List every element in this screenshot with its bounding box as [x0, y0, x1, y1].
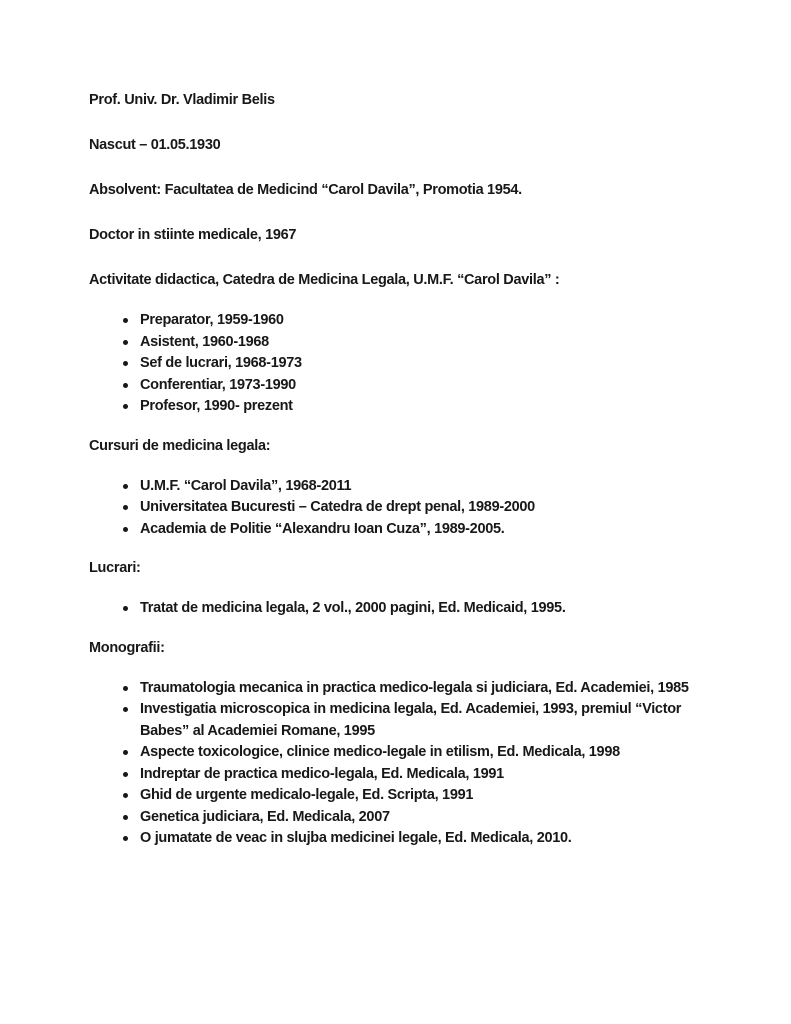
list-item: Universitatea Bucuresti – Catedra de drept penal, 1989-2000	[140, 497, 703, 519]
list-item: Indreptar de practica medico-legala, Ed. Medicala, 1991	[140, 764, 703, 786]
list-item: U.M.F. “Carol Davila”, 1968-2011	[140, 476, 703, 498]
list-item: Genetica judiciara, Ed. Medicala, 2007	[140, 807, 703, 829]
list-item: O jumatate de veac in slujba medicinei legale, Ed. Medicala, 2010.	[140, 828, 703, 850]
list-item: Aspecte toxicologice, clinice medico-legale in etilism, Ed. Medicala, 1998	[140, 742, 703, 764]
graduation-line: Absolvent: Facultatea de Medicind “Carol Davila”, Promotia 1954.	[89, 182, 522, 198]
list-item: Preparator, 1959-1960	[140, 310, 703, 332]
birth-line: Nascut – 01.05.1930	[89, 137, 221, 153]
person-name: Prof. Univ. Dr. Vladimir Belis	[89, 92, 275, 108]
list-item: Tratat de medicina legala, 2 vol., 2000 pagini, Ed. Medicaid, 1995.	[140, 598, 703, 620]
section-heading-teaching-activity: Activitate didactica, Catedra de Medicina Legala, U.M.F. “Carol Davila” :	[89, 272, 560, 288]
section-heading-works: Lucrari:	[89, 560, 141, 576]
list-item: Asistent, 1960-1968	[140, 332, 703, 354]
courses-list	[89, 476, 703, 541]
doctorate-line: Doctor in stiinte medicale, 1967	[89, 227, 297, 243]
list-item: Investigatia microscopica in medicina legala, Ed. Academiei, 1993, premiul “Victor Babes” al Academiei Romane, 1995	[140, 699, 703, 742]
section-heading-courses: Cursuri de medicina legala:	[89, 437, 271, 454]
list-item: Conferentiar, 1973-1990	[140, 375, 703, 397]
list-item: Academia de Politie “Alexandru Ioan Cuza”, 1989-2005.	[140, 519, 703, 541]
list-item: Profesor, 1990- prezent	[140, 396, 703, 418]
list-item: Traumatologia mecanica in practica medico-legala si judiciara, Ed. Academiei, 1985	[140, 678, 703, 700]
section-heading-monographs: Monografii:	[89, 639, 165, 656]
monographs-list	[89, 678, 703, 850]
teaching-activity-list	[89, 310, 703, 418]
works-list	[89, 598, 703, 620]
list-item: Ghid de urgente medicalo-legale, Ed. Scripta, 1991	[140, 785, 703, 807]
list-item: Sef de lucrari, 1968-1973	[140, 353, 703, 375]
